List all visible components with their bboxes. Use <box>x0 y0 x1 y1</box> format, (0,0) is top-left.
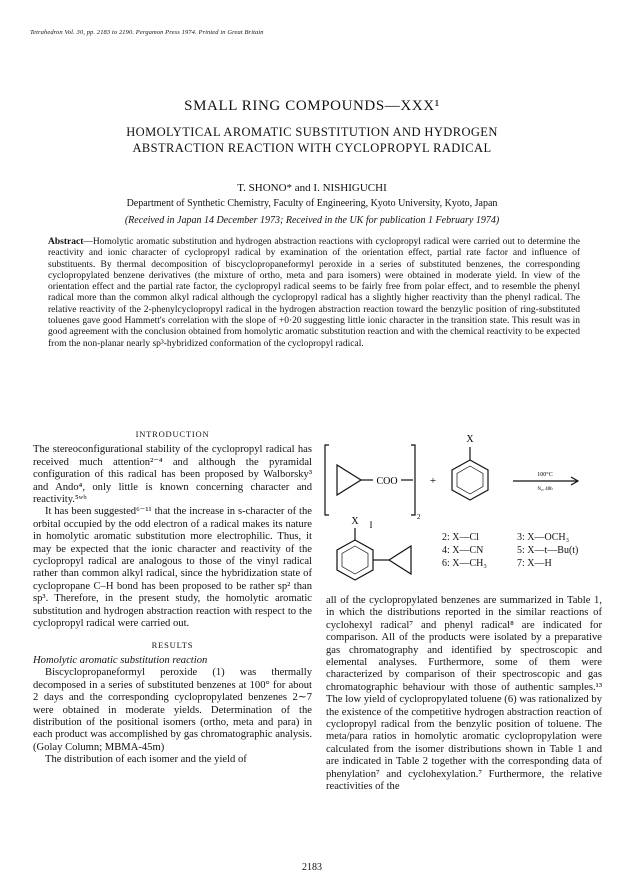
subtitle-line-1: HOMOLYTICAL AROMATIC SUBSTITUTION AND HYDROGEN <box>126 125 498 139</box>
article-subtitle <box>0 124 624 156</box>
results-paragraph-2: The distribution of each isomer and the yield of <box>45 754 247 766</box>
plus-sign: + <box>429 475 437 487</box>
compound-label: 3: X—OCH₃ <box>517 532 570 543</box>
compound-label-row <box>442 557 578 570</box>
reaction-temperature: 100°C <box>537 472 553 478</box>
compound-label: 4: X—CN <box>442 545 484 556</box>
cyclopropane-product <box>389 546 411 574</box>
journal-header: Tetrahedron Vol. 30, pp. 2183 to 2190. Pergamon Press 1974. Printed in Great Britain <box>30 29 264 36</box>
compound-label: 7: X—H <box>517 558 552 569</box>
cyclopropane-ring <box>337 465 361 495</box>
abstract <box>48 237 580 350</box>
page-number: 2183 <box>302 862 322 873</box>
abstract-text: —Homolytic aromatic substitution and hydrogen abstraction reactions with cyclopropyl radical were carried out to determine the reactivity and ionic character of cyclopropyl radical by examination of the orientation effect, partial rate factor and influence of substituents. By thermal decomposition of biscyclopropaneformyl peroxide in a series of substituted benzenes, the corresponding cyclopropylated benzene derivatives (the mixture of ortho, meta and para isomers) were obtained in moderate yield. In view of the orientation effect and the partial rate factor, the cyclopropyl radical seems to be fairly free from polar effect, and to resemble the phenyl radical more than the common alkyl radical although the cyclopropyl radical has a slightly higher reactivity than the phenyl radical. The relative reactivity of the 2-phenylcyclopropyl radical in the hydrogen abstraction reaction toward the benzylic position of ring-substituted toluenes gave good Hammett's correlation with the slope of +0·20 suggesting little ionic character in the transition state. This result was in good agreement with the conclusion obtained from homolytic aromatic substitution reaction and with the chemical reactivity to be expected from the non-planar nearly sp³-hybridized conformation of the cyclopropyl radical. <box>48 237 580 349</box>
substituent-x-top: X <box>466 434 474 445</box>
compound-label-row <box>442 531 578 544</box>
results-heading: RESULTS <box>151 639 194 650</box>
article-title: SMALL RING COMPOUNDS—XXX¹ <box>184 98 440 114</box>
compound-label-row <box>442 544 578 557</box>
reaction-conditions: N₂, 48h <box>537 487 553 492</box>
authors: T. SHONO* and I. NISHIGUCHI <box>237 182 387 194</box>
affiliation: Department of Synthetic Chemistry, Faculty of Engineering, Kyoto University, Kyoto, Japan <box>126 198 498 209</box>
abstract-label: Abstract <box>48 237 84 247</box>
compound-1-label: I <box>369 520 373 530</box>
subtitle-line-2: ABSTRACTION REACTION WITH CYCLOPROPYL RADICAL <box>132 141 492 155</box>
substituent-x-bottom: X <box>351 516 359 527</box>
introduction-heading: INTRODUCTION <box>135 429 210 439</box>
intro-paragraph-1: The stereoconfigurational stability of the cyclopropyl radical has received much attention²⁻⁴ and although the pyramidal configuration of this radical has been proposed by Walborsky³ and Ando⁴, only little is known concerning character and reactivity.⁵ʷᵇ <box>33 444 312 506</box>
right-paragraph: all of the cyclopropylated benzenes are summarized in Table 1, in which the distributions reported in the similar reactions of cyclohexyl radical⁷ and phenyl radical⁸ are indicated for comparison. All of the products were isolated by a preparative gas chromatography and identified by spectroscopic and elemental analyses. Furthermore, some of them were characterized by comparison of their spectroscopic and gas chromatographic behaviour with those of authentic samples.¹³ The low yield of cyclopropylated toluene (6) was rationalized by the existence of the competitive hydrogen abstraction reaction of cyclopropyl radical from the benzylic position of toluene. The meta/para ratios in homolytic aromatic cyclopropylation were calculated from the isomer distributions shown in Table 1 and are indicated in Table 2 together with the corresponding data of phenylation⁷ and cyclohexylation.⁷ Furthermore, the relative reactivities of the <box>326 595 602 793</box>
received-dates: (Received in Japan 14 December 1973; Received in the UK for publication 1 February 1974) <box>124 215 500 226</box>
bracket-left <box>325 445 329 515</box>
intro-paragraph-2: It has been suggested⁶⁻¹¹ that the increase in s-character of the orbital occupied by the odd electron of a radical makes its nature in homolytic aromatic substitution more electrophilic. Thus, it may be expected that the ionic character and reactivity of the cyclopropyl radical are analogous to those of the vinyl radical rather than common alkyl radical, since the hybridization state of cyclopropane C–H bond has been proposed to be rather sp² than sp³. Therefore, in the present study, the homolytic aromatic substitution and hydrogen abstraction reaction with respect to the cyclopropyl radical were carried out. <box>33 506 312 630</box>
compound-label: 2: X—Cl <box>442 532 479 543</box>
results-paragraph-1: Biscyclopropaneformyl peroxide (1) was thermally decomposed in a series of substituted benzenes at 100° for about 2 days and the corresponding cyclopropylated benzenes 2∼7 were obtained in moderate yields. Determination of the distribution of the positional isomers (ortho, meta and para) in each product was accomplished by gas chromatographic analysis. (Golay Column; MBMA-45m) <box>33 667 312 753</box>
compound-label: 6: X—CH₃ <box>442 558 487 569</box>
dimer-subscript: 2 <box>417 513 421 521</box>
reaction-scheme <box>315 425 615 615</box>
compound-labels <box>442 531 578 570</box>
right-column <box>326 595 602 794</box>
results-subheading: Homolytic aromatic substitution reaction <box>33 654 208 666</box>
coo-label: COO <box>376 476 398 487</box>
compound-label: 5: X—t—Bu(t) <box>517 545 579 556</box>
left-column <box>33 428 312 767</box>
